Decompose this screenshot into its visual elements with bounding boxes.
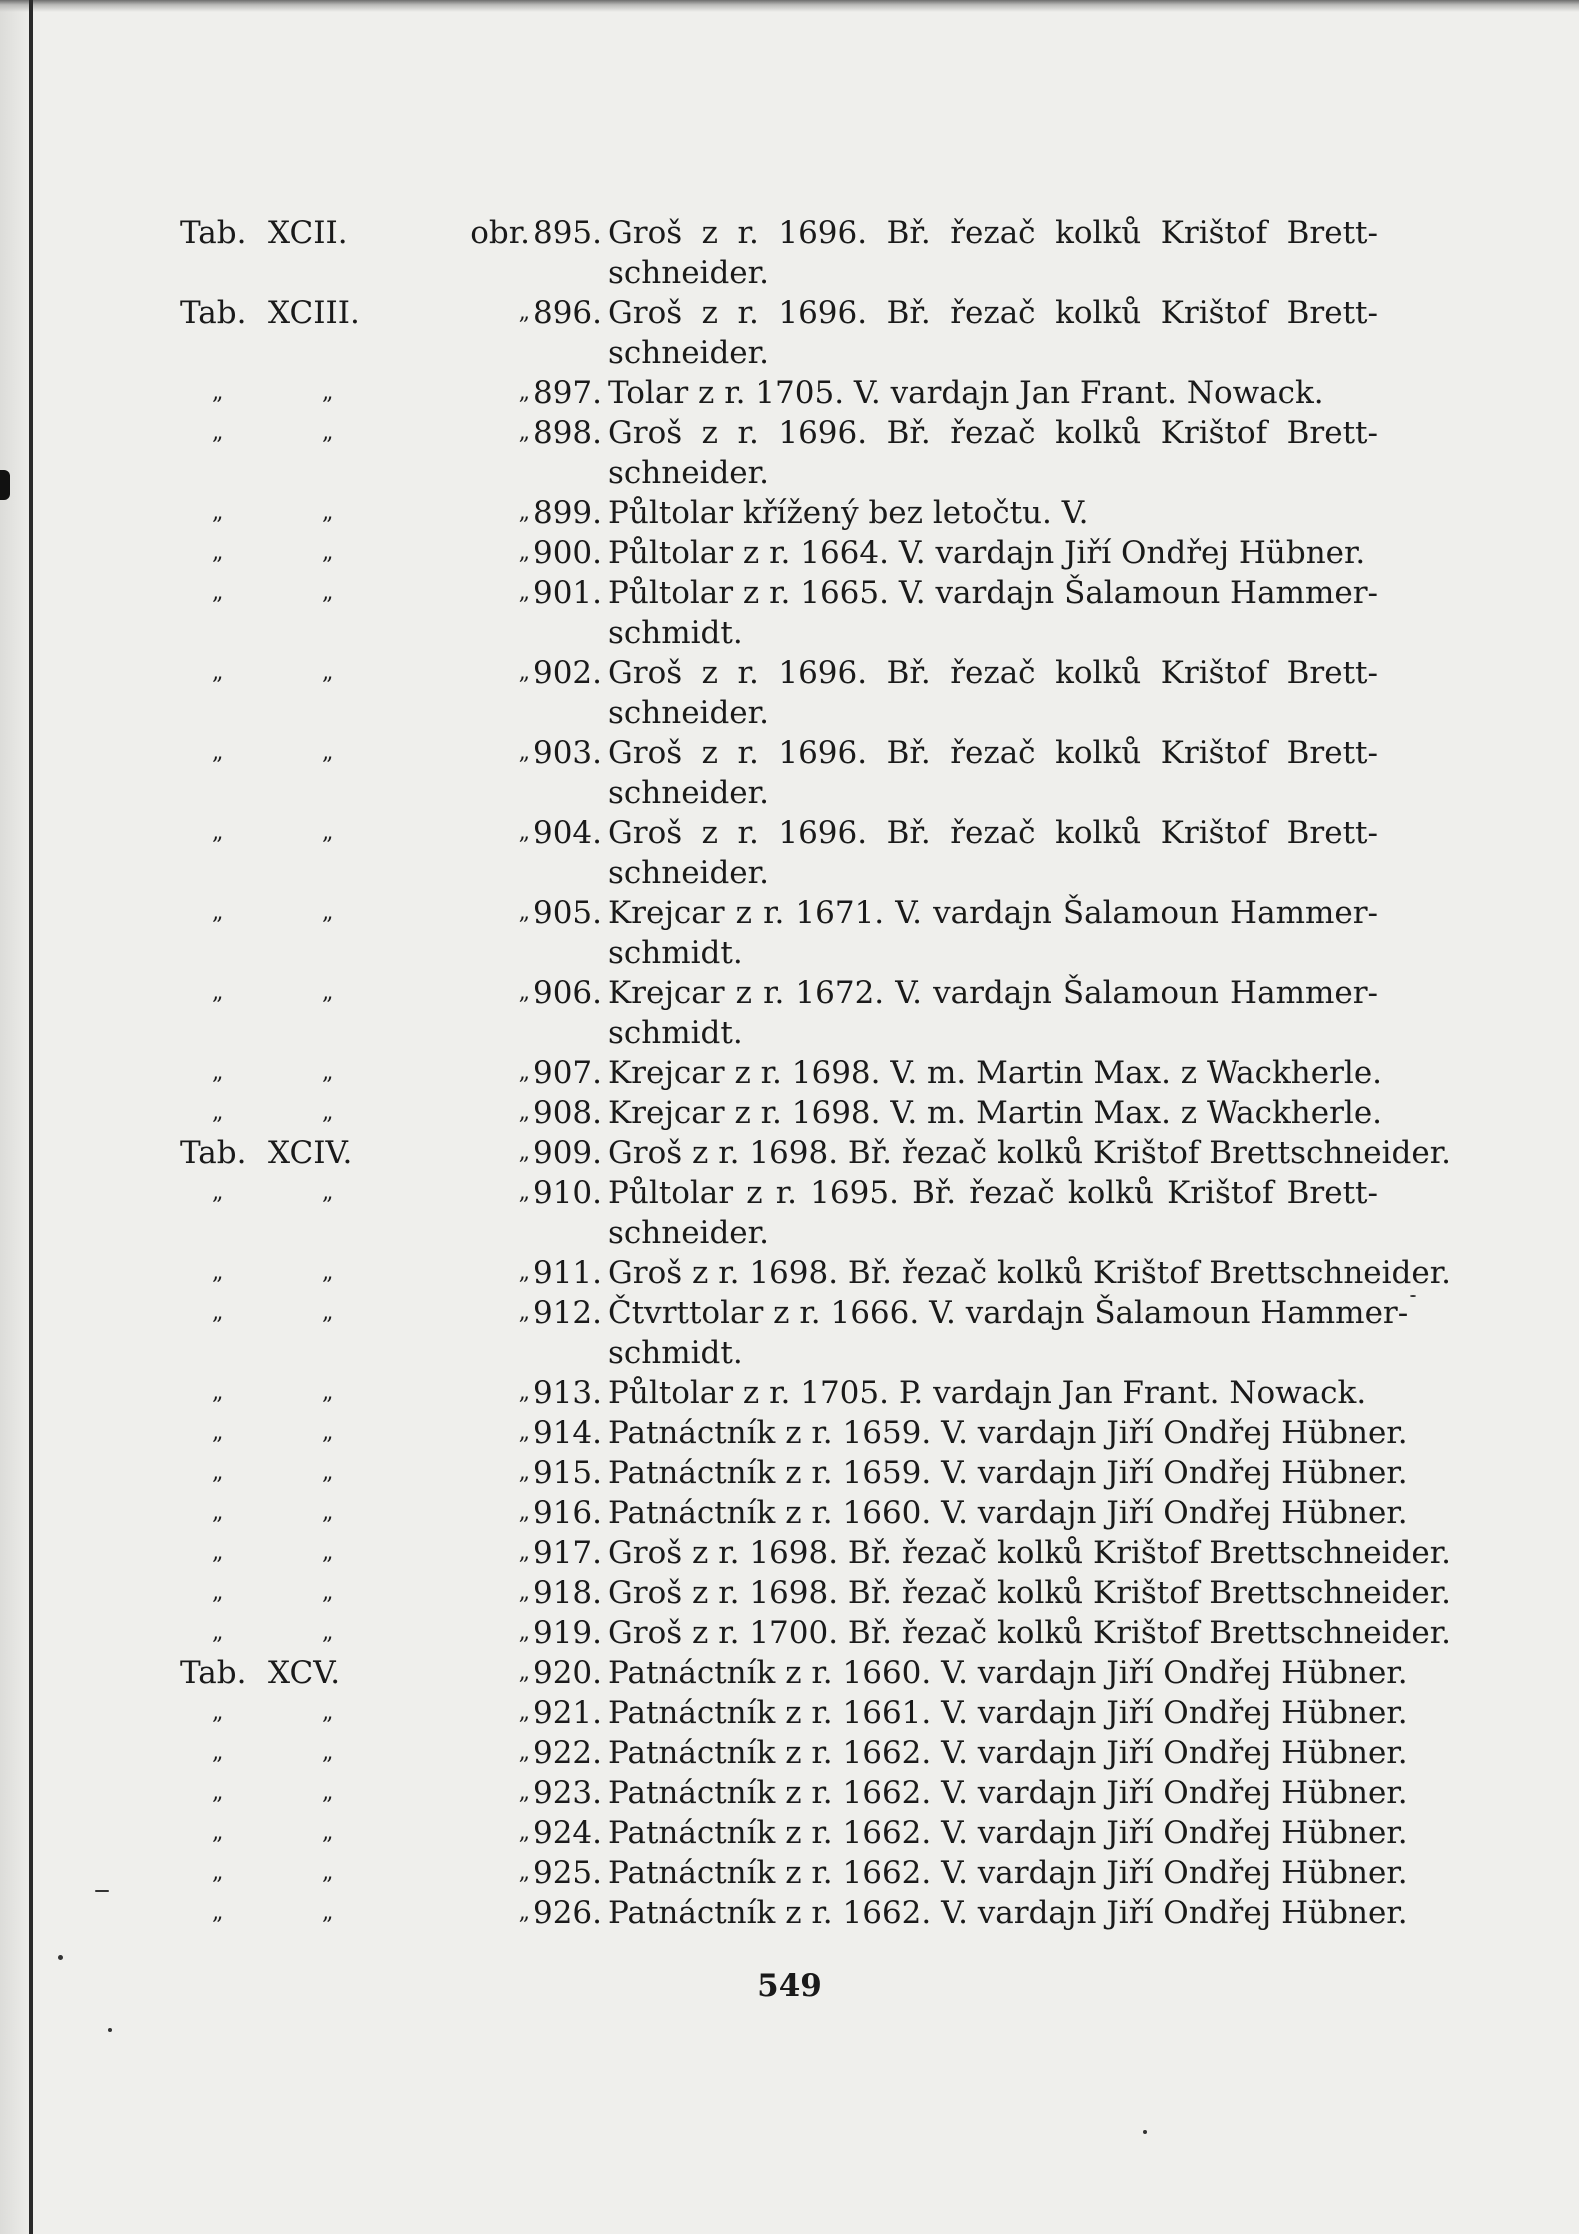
figure-label: „	[518, 1700, 530, 1725]
plate-tab-label: „	[212, 580, 224, 605]
coin-description-continuation: schneider.	[608, 1215, 769, 1251]
catalog-entry	[0, 1733, 1579, 1773]
figure-number: 924.	[532, 1815, 602, 1851]
coin-description: Patnáctník z r. 1662. V. vardajn Jiří Ondřej Hübner.	[608, 1895, 1408, 1931]
entry-line	[0, 1253, 1579, 1293]
figure-number: 905.	[532, 895, 602, 931]
plate-tab-label: „	[212, 1380, 224, 1405]
figure-label: „	[518, 1540, 530, 1565]
plate-number: „	[322, 1060, 334, 1085]
figure-number: 916.	[532, 1495, 602, 1531]
figure-label: „	[518, 1100, 530, 1125]
coin-description-continuation: schmidt.	[608, 1335, 743, 1371]
figure-label: „	[518, 1060, 530, 1085]
catalog-entry	[0, 1453, 1579, 1493]
catalog-entry	[0, 533, 1579, 573]
catalog-entry	[0, 1093, 1579, 1133]
entry-line	[0, 1773, 1579, 1813]
plate-number: „	[322, 580, 334, 605]
figure-label: „	[518, 1380, 530, 1405]
plate-number: „	[322, 500, 334, 525]
catalog-entry	[0, 1173, 1579, 1253]
figure-number: 895.	[532, 215, 602, 251]
plate-number: „	[322, 1180, 334, 1205]
entry-line	[0, 213, 1579, 253]
plate-tab-label: „	[212, 1460, 224, 1485]
plate-number: XCII.	[268, 215, 348, 251]
catalog-entry	[0, 1853, 1579, 1893]
catalog-entry	[0, 733, 1579, 813]
plate-number: „	[322, 540, 334, 565]
plate-tab-label: „	[212, 1180, 224, 1205]
catalog-entry	[0, 813, 1579, 893]
plate-number: „	[322, 1820, 334, 1845]
figure-label: „	[518, 1300, 530, 1325]
coin-description: Půltolar z r. 1705. P. vardajn Jan Frant. Nowack.	[608, 1375, 1367, 1411]
plate-tab-label: „	[212, 1300, 224, 1325]
entry-line	[0, 1133, 1579, 1173]
scan-top-edge	[0, 0, 1579, 12]
figure-label: „	[518, 1260, 530, 1285]
plate-number: „	[322, 1860, 334, 1885]
coin-description: Groš z r. 1698. Bř. řezač kolků Krištof Brettschneider.	[608, 1535, 1452, 1571]
figure-number: 898.	[532, 415, 602, 451]
figure-label: „	[518, 420, 530, 445]
figure-label: „	[518, 300, 530, 325]
entry-line	[0, 733, 1579, 773]
plate-tab-label: „	[212, 1500, 224, 1525]
plate-number: „	[322, 1100, 334, 1125]
coin-description: Groš z r. 1696. Bř. řezač kolků Krištof Brett-	[608, 655, 1378, 691]
plate-tab-label: „	[212, 500, 224, 525]
coin-description: Krejcar z r. 1671. V. vardajn Šalamoun Hammer-	[608, 895, 1378, 931]
plate-number: „	[322, 1620, 334, 1645]
figure-number: 926.	[532, 1895, 602, 1931]
plate-tab-label: „	[212, 1260, 224, 1285]
figure-number: 902.	[532, 655, 602, 691]
coin-description: Tolar z r. 1705. V. vardajn Jan Frant. Nowack.	[608, 375, 1324, 411]
plate-tab-label: „	[212, 980, 224, 1005]
entry-line	[0, 1733, 1579, 1773]
plate-tab-label: „	[212, 1060, 224, 1085]
catalog-entry	[0, 413, 1579, 493]
coin-description-continuation: schneider.	[608, 695, 769, 731]
entry-line	[0, 1653, 1579, 1693]
entry-line	[0, 1853, 1579, 1893]
coin-description-continuation: schmidt.	[608, 935, 743, 971]
figure-label: „	[518, 1460, 530, 1485]
figure-number: 911.	[532, 1255, 602, 1291]
coin-description: Patnáctník z r. 1659. V. vardajn Jiří Ondřej Hübner.	[608, 1415, 1408, 1451]
entry-line	[0, 1893, 1579, 1933]
catalog-entry	[0, 1693, 1579, 1733]
plate-tab-label: „	[212, 1740, 224, 1765]
entry-line	[0, 1573, 1579, 1613]
catalog-entry	[0, 573, 1579, 653]
plate-number: XCV.	[268, 1655, 341, 1691]
catalog-entry	[0, 1813, 1579, 1853]
figure-number: 910.	[532, 1175, 602, 1211]
entry-line	[0, 1413, 1579, 1453]
figure-label: „	[518, 1820, 530, 1845]
catalog-entry	[0, 293, 1579, 373]
coin-description: Patnáctník z r. 1660. V. vardajn Jiří Ondřej Hübner.	[608, 1655, 1408, 1691]
coin-description: Groš z r. 1698. Bř. řezač kolků Krištof Brettschneider.	[608, 1255, 1452, 1291]
figure-number: 920.	[532, 1655, 602, 1691]
plate-tab-label: „	[212, 740, 224, 765]
figure-number: 922.	[532, 1735, 602, 1771]
figure-label: „	[518, 1140, 530, 1165]
plate-tab-label: „	[212, 420, 224, 445]
plate-number: „	[322, 1780, 334, 1805]
plate-tab-label: „	[212, 1820, 224, 1845]
scan-speck	[108, 2028, 112, 2032]
coin-description: Půltolar z r. 1665. V. vardajn Šalamoun Hammer-	[608, 575, 1378, 611]
catalog-entry	[0, 1533, 1579, 1573]
plate-number: „	[322, 1300, 334, 1325]
figure-number: 914.	[532, 1415, 602, 1451]
coin-description-continuation: schneider.	[608, 455, 769, 491]
coin-description: Patnáctník z r. 1662. V. vardajn Jiří Ondřej Hübner.	[608, 1815, 1408, 1851]
entry-line	[0, 1373, 1579, 1413]
coin-description: Půltolar z r. 1695. Bř. řezač kolků Krištof Brett-	[608, 1175, 1378, 1211]
plate-tab-label: „	[212, 540, 224, 565]
coin-description: Groš z r. 1696. Bř. řezač kolků Krištof Brett-	[608, 215, 1378, 251]
figure-number: 900.	[532, 535, 602, 571]
catalog-entry	[0, 493, 1579, 533]
figure-number: 923.	[532, 1775, 602, 1811]
plate-number: „	[322, 1740, 334, 1765]
figure-label: „	[518, 500, 530, 525]
figure-label: „	[518, 1900, 530, 1925]
figure-number: 897.	[532, 375, 602, 411]
figure-label: „	[518, 1660, 530, 1685]
figure-number: 901.	[532, 575, 602, 611]
coin-description-continuation: schneider.	[608, 255, 769, 291]
figure-label: „	[518, 980, 530, 1005]
figure-label: „	[518, 1500, 530, 1525]
coin-description-continuation: schneider.	[608, 855, 769, 891]
coin-description: Groš z r. 1698. Bř. řezač kolků Krištof Brettschneider.	[608, 1575, 1452, 1611]
figure-label: „	[518, 1740, 530, 1765]
plate-tab-label: „	[212, 1540, 224, 1565]
figure-label: „	[518, 1420, 530, 1445]
entry-line	[0, 813, 1579, 853]
plate-number: „	[322, 1460, 334, 1485]
catalog-entry	[0, 1573, 1579, 1613]
plate-tab-label: „	[212, 1700, 224, 1725]
plate-number: „	[322, 1700, 334, 1725]
entry-line	[0, 1493, 1579, 1533]
entry-line	[0, 293, 1579, 333]
figure-label: „	[518, 1780, 530, 1805]
plate-tab-label: Tab.	[180, 295, 247, 331]
coin-description: Půltolar křížený bez letočtu. V.	[608, 495, 1089, 531]
coin-description: Patnáctník z r. 1661. V. vardajn Jiří Ondřej Hübner.	[608, 1695, 1408, 1731]
catalog-entry	[0, 1293, 1579, 1373]
plate-tab-label: „	[212, 660, 224, 685]
coin-description-continuation: schneider.	[608, 335, 769, 371]
entry-line	[0, 373, 1579, 413]
coin-description: Krejcar z r. 1698. V. m. Martin Max. z Wackherle.	[608, 1055, 1383, 1091]
entry-line	[0, 413, 1579, 453]
plate-tab-label: Tab.	[180, 1655, 247, 1691]
figure-number: 899.	[532, 495, 602, 531]
catalog-entry	[0, 1373, 1579, 1413]
figure-label: „	[518, 1620, 530, 1645]
figure-label: „	[518, 380, 530, 405]
figure-label: „	[518, 660, 530, 685]
figure-label: „	[518, 900, 530, 925]
figure-number: 908.	[532, 1095, 602, 1131]
plate-number: „	[322, 660, 334, 685]
entry-line	[0, 1533, 1579, 1573]
plate-tab-label: „	[212, 900, 224, 925]
plate-number: „	[322, 1900, 334, 1925]
figure-number: 896.	[532, 295, 602, 331]
figure-number: 909.	[532, 1135, 602, 1171]
figure-number: 906.	[532, 975, 602, 1011]
coin-description: Krejcar z r. 1672. V. vardajn Šalamoun Hammer-	[608, 975, 1378, 1011]
entry-line	[0, 1813, 1579, 1853]
coin-description: Groš z r. 1700. Bř. řezač kolků Krištof Brettschneider.	[608, 1615, 1452, 1651]
plate-tab-label: „	[212, 1900, 224, 1925]
catalog-entry	[0, 1773, 1579, 1813]
coin-description-continuation: schneider.	[608, 775, 769, 811]
coin-description: Patnáctník z r. 1662. V. vardajn Jiří Ondřej Hübner.	[608, 1855, 1408, 1891]
plate-number: „	[322, 900, 334, 925]
plate-tab-label: „	[212, 1780, 224, 1805]
plate-tab-label: Tab.	[180, 1135, 247, 1171]
catalog-entry	[0, 1893, 1579, 1933]
plate-number: „	[322, 380, 334, 405]
plate-number: „	[322, 980, 334, 1005]
entry-line	[0, 1293, 1579, 1333]
catalog-entry	[0, 213, 1579, 293]
coin-description-continuation: schmidt.	[608, 1015, 743, 1051]
entry-line	[0, 893, 1579, 933]
plate-number: „	[322, 1420, 334, 1445]
coin-description: Patnáctník z r. 1660. V. vardajn Jiří Ondřej Hübner.	[608, 1495, 1408, 1531]
entry-line	[0, 1613, 1579, 1653]
catalog-entry	[0, 1053, 1579, 1093]
coin-description: Krejcar z r. 1698. V. m. Martin Max. z Wackherle.	[608, 1095, 1383, 1131]
catalog-entry	[0, 653, 1579, 733]
page-number: 549	[757, 1968, 822, 2004]
catalog-list	[0, 213, 1579, 1933]
catalog-entry	[0, 1493, 1579, 1533]
scan-speck	[58, 1955, 63, 1960]
entry-line	[0, 1173, 1579, 1213]
catalog-entry	[0, 893, 1579, 973]
entry-line	[0, 573, 1579, 613]
plate-tab-label: „	[212, 1420, 224, 1445]
entry-line	[0, 533, 1579, 573]
entry-line	[0, 653, 1579, 693]
plate-number: „	[322, 420, 334, 445]
entry-line	[0, 1093, 1579, 1133]
figure-number: 921.	[532, 1695, 602, 1731]
plate-number: „	[322, 1260, 334, 1285]
figure-number: 919.	[532, 1615, 602, 1651]
plate-number: „	[322, 1540, 334, 1565]
plate-number: XCIII.	[268, 295, 360, 331]
entry-line	[0, 1693, 1579, 1733]
figure-number: 903.	[532, 735, 602, 771]
figure-label: „	[518, 540, 530, 565]
plate-number: XCIV.	[268, 1135, 353, 1171]
coin-description: Čtvrttolar z r. 1666. V. vardajn Šalamoun Hammer-	[608, 1295, 1409, 1331]
figure-number: 917.	[532, 1535, 602, 1571]
entry-line	[0, 1453, 1579, 1493]
coin-description: Groš z r. 1696. Bř. řezač kolků Krištof Brett-	[608, 735, 1378, 771]
figure-number: 915.	[532, 1455, 602, 1491]
coin-description: Patnáctník z r. 1659. V. vardajn Jiří Ondřej Hübner.	[608, 1455, 1408, 1491]
plate-number: „	[322, 1380, 334, 1405]
figure-number: 913.	[532, 1375, 602, 1411]
figure-label: „	[518, 1860, 530, 1885]
entry-line	[0, 973, 1579, 1013]
plate-tab-label: „	[212, 1620, 224, 1645]
figure-label: „	[518, 1180, 530, 1205]
plate-tab-label: „	[212, 1580, 224, 1605]
entry-line	[0, 493, 1579, 533]
figure-number: 907.	[532, 1055, 602, 1091]
figure-label: „	[518, 580, 530, 605]
plate-tab-label: Tab.	[180, 215, 247, 251]
catalog-entry	[0, 1133, 1579, 1173]
coin-description: Groš z r. 1698. Bř. řezač kolků Krištof Brettschneider.	[608, 1135, 1452, 1171]
plate-number: „	[322, 1580, 334, 1605]
plate-number: „	[322, 820, 334, 845]
catalog-entry	[0, 973, 1579, 1053]
figure-number: 904.	[532, 815, 602, 851]
figure-label: „	[518, 740, 530, 765]
figure-number: 918.	[532, 1575, 602, 1611]
plate-number: „	[322, 740, 334, 765]
figure-number: 925.	[532, 1855, 602, 1891]
catalog-entry	[0, 1253, 1579, 1293]
figure-label: „	[518, 820, 530, 845]
plate-tab-label: „	[212, 1860, 224, 1885]
coin-description: Groš z r. 1696. Bř. řezač kolků Krištof Brett-	[608, 415, 1378, 451]
plate-number: „	[322, 1500, 334, 1525]
catalog-entry	[0, 1613, 1579, 1653]
entry-line	[0, 1053, 1579, 1093]
coin-description: Patnáctník z r. 1662. V. vardajn Jiří Ondřej Hübner.	[608, 1735, 1408, 1771]
plate-tab-label: „	[212, 820, 224, 845]
figure-label: „	[518, 1580, 530, 1605]
scan-speck	[1143, 2130, 1147, 2134]
coin-description: Groš z r. 1696. Bř. řezač kolků Krištof Brett-	[608, 815, 1378, 851]
coin-description: Patnáctník z r. 1662. V. vardajn Jiří Ondřej Hübner.	[608, 1775, 1408, 1811]
catalog-entry	[0, 1653, 1579, 1693]
plate-tab-label: „	[212, 380, 224, 405]
coin-description: Groš z r. 1696. Bř. řezač kolků Krištof Brett-	[608, 295, 1378, 331]
coin-description: Půltolar z r. 1664. V. vardajn Jiří Ondřej Hübner.	[608, 535, 1366, 571]
figure-label: obr.	[470, 215, 530, 251]
catalog-entry	[0, 373, 1579, 413]
catalog-entry	[0, 1413, 1579, 1453]
coin-description-continuation: schmidt.	[608, 615, 743, 651]
plate-tab-label: „	[212, 1100, 224, 1125]
figure-number: 912.	[532, 1295, 602, 1331]
